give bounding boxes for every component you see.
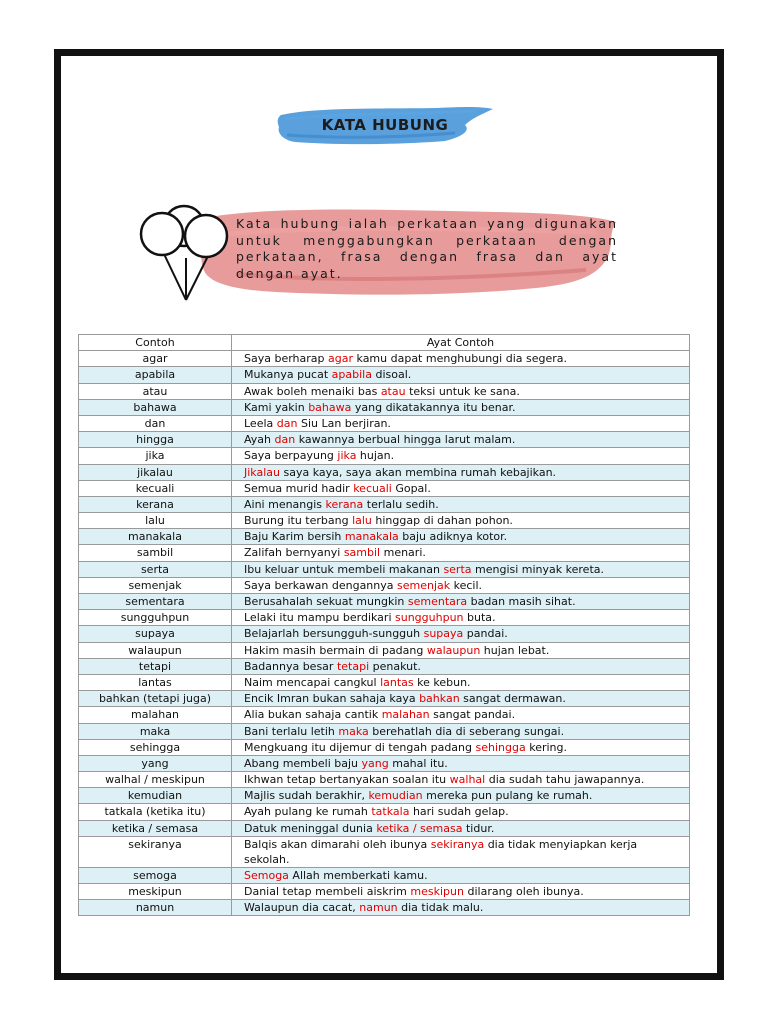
table-row: [79, 900, 690, 916]
conjunction-word: malahan: [79, 707, 232, 723]
table-row: [79, 626, 690, 642]
conjunction-word: serta: [79, 561, 232, 577]
sentence-after: buta.: [463, 611, 496, 625]
conjunction-word: kerana: [79, 496, 232, 512]
sentence-before: Walaupun dia cacat,: [244, 901, 360, 915]
table-row: [79, 399, 690, 415]
highlighted-conjunction: jika: [337, 449, 357, 463]
table-row: [79, 658, 690, 674]
conjunction-word: sehingga: [79, 739, 232, 755]
example-sentence: [232, 772, 690, 788]
highlighted-conjunction: tetapi: [336, 659, 370, 673]
example-sentence: [232, 464, 690, 480]
table-row: [79, 772, 690, 788]
example-sentence: [232, 545, 690, 561]
table-row: [79, 545, 690, 561]
highlighted-conjunction: kemudian: [368, 789, 423, 803]
highlighted-conjunction: lalu: [352, 514, 372, 528]
table-row: [79, 513, 690, 529]
highlighted-conjunction: lantas: [380, 675, 414, 689]
sentence-before: Ayah pulang ke rumah: [244, 805, 372, 819]
conjunction-word: supaya: [79, 626, 232, 642]
highlighted-conjunction: walaupun: [426, 643, 481, 657]
highlighted-conjunction: yang: [361, 756, 389, 770]
sentence-after: hujan.: [356, 449, 395, 463]
sentence-before: Ibu keluar untuk membeli makanan: [244, 562, 444, 576]
example-sentence: [232, 626, 690, 642]
sentence-after: Siu Lan berjiran.: [297, 416, 391, 430]
conjunction-word: walhal / meskipun: [79, 772, 232, 788]
highlighted-conjunction: namun: [359, 901, 398, 915]
table-row: [79, 415, 690, 431]
sentence-after: dia tidak malu.: [397, 901, 484, 915]
sentence-before: Awak boleh menaiki bas: [244, 384, 381, 398]
sentence-after: menari.: [380, 546, 426, 560]
conjunction-word: tatkala (ketika itu): [79, 804, 232, 820]
table-row: [79, 383, 690, 399]
conjunction-word: maka: [79, 723, 232, 739]
highlighted-conjunction: dan: [276, 416, 298, 430]
example-sentence: [232, 610, 690, 626]
example-sentence: [232, 658, 690, 674]
sentence-before: Belajarlah bersungguh-sungguh: [244, 627, 424, 641]
example-sentence: [232, 867, 690, 883]
sentence-before: Lelaki itu mampu berdikari: [244, 611, 395, 625]
highlighted-conjunction: Jikalau: [244, 465, 280, 479]
conjunction-word: meskipun: [79, 884, 232, 900]
sentence-after: baju adiknya kotor.: [398, 530, 508, 544]
title-banner: [275, 103, 495, 147]
sentence-before: Badannya besar: [244, 659, 337, 673]
highlighted-conjunction: kerana: [325, 497, 364, 511]
conjunction-word: sambil: [79, 545, 232, 561]
conjunction-word: apabila: [79, 367, 232, 383]
table-row: [79, 804, 690, 820]
conjunction-word: lalu: [79, 513, 232, 529]
example-sentence: [232, 723, 690, 739]
conjunction-word: ketika / semasa: [79, 820, 232, 836]
example-sentence: [232, 900, 690, 916]
sentence-after: dia sudah tahu jawapannya.: [485, 773, 645, 787]
sentence-after: berehatlah dia di seberang sungai.: [368, 724, 565, 738]
conjunction-word: manakala: [79, 529, 232, 545]
sentence-after: mereka pun pulang ke rumah.: [422, 789, 593, 803]
table-row: [79, 707, 690, 723]
highlighted-conjunction: maka: [338, 724, 369, 738]
sentence-before: Mengkuang itu dijemur di tengah padang: [244, 740, 476, 754]
highlighted-conjunction: Semoga: [244, 868, 289, 882]
sentence-after: hujan lebat.: [480, 643, 550, 657]
highlighted-conjunction: atau: [380, 384, 406, 398]
sentence-after: kawannya berbual hingga larut malam.: [295, 433, 516, 447]
conjunction-word: kecuali: [79, 480, 232, 496]
table-row: [79, 351, 690, 367]
example-sentence: [232, 577, 690, 593]
example-sentence: [232, 820, 690, 836]
conjunction-word: walaupun: [79, 642, 232, 658]
highlighted-conjunction: sambil: [343, 546, 381, 560]
table-row: [79, 464, 690, 480]
sentence-after: disoal.: [371, 368, 412, 382]
highlighted-conjunction: meskipun: [410, 885, 464, 898]
example-sentence: [232, 836, 690, 867]
sentence-before: Saya berharap: [244, 352, 329, 366]
example-sentence: [232, 480, 690, 496]
example-sentence: [232, 804, 690, 820]
highlighted-conjunction: semenjak: [397, 578, 451, 592]
sentence-after: ke kebun.: [413, 675, 471, 689]
example-sentence: [232, 884, 690, 900]
conjunction-table: [78, 334, 690, 916]
example-sentence: [232, 383, 690, 399]
table-row: [79, 820, 690, 836]
sentence-before: Semua murid hadir: [244, 481, 354, 495]
example-sentence: [232, 367, 690, 383]
table-row: [79, 755, 690, 771]
example-sentence: [232, 432, 690, 448]
sentence-before: Danial tetap membeli aiskrim: [244, 885, 411, 898]
sentence-before: Datuk meninggal dunia: [244, 821, 377, 835]
sentence-before: Naim mencapai cangkul: [244, 675, 381, 689]
table-row: [79, 529, 690, 545]
sentence-before: Ayah: [244, 433, 275, 447]
conjunction-word: sementara: [79, 594, 232, 610]
table-row: [79, 867, 690, 883]
table-row: [79, 691, 690, 707]
example-sentence: [232, 351, 690, 367]
highlighted-conjunction: ketika / semasa: [376, 821, 463, 835]
page-title: KATA HUBUNG: [321, 116, 449, 134]
table-row: [79, 642, 690, 658]
table-row: [79, 610, 690, 626]
sentence-after: badan masih sihat.: [467, 595, 576, 608]
table-row: [79, 739, 690, 755]
highlighted-conjunction: walhal: [449, 773, 486, 787]
conjunction-word: lantas: [79, 674, 232, 690]
table-row: [79, 594, 690, 610]
sentence-after: saya kaya, saya akan membina rumah kebajikan.: [280, 465, 557, 479]
conjunction-word: hingga: [79, 432, 232, 448]
sentence-before: Encik Imran bukan sahaja kaya: [244, 692, 420, 706]
example-sentence: [232, 674, 690, 690]
sentence-after: penakut.: [369, 659, 421, 673]
example-sentence: [232, 739, 690, 755]
sentence-before: Mukanya pucat: [244, 368, 332, 382]
sentence-before: Burung itu terbang: [244, 514, 353, 528]
example-sentence: [232, 448, 690, 464]
conjunction-word: semenjak: [79, 577, 232, 593]
sentence-after: terlalu sedih.: [363, 497, 439, 511]
example-sentence: [232, 788, 690, 804]
conjunction-word: semoga: [79, 867, 232, 883]
sentence-after: mengisi minyak kereta.: [471, 562, 604, 576]
example-sentence: [232, 755, 690, 771]
conjunction-word: jika: [79, 448, 232, 464]
sentence-before: Abang membeli baju: [244, 756, 362, 770]
sentence-after: sangat pandai.: [429, 708, 516, 722]
sentence-before: Leela: [244, 416, 277, 430]
highlighted-conjunction: dan: [274, 433, 296, 447]
conjunction-word: namun: [79, 900, 232, 916]
highlighted-conjunction: supaya: [423, 627, 464, 641]
highlighted-conjunction: serta: [443, 562, 472, 576]
sentence-before: Saya berpayung: [244, 449, 338, 463]
sentence-after: dilarang oleh ibunya.: [463, 885, 584, 898]
definition-box: [136, 200, 626, 305]
column-header-ayat-contoh: Ayat Contoh: [232, 335, 690, 351]
example-sentence: [232, 561, 690, 577]
table-row: [79, 432, 690, 448]
sentence-after: teksi untuk ke sana.: [405, 384, 520, 398]
highlighted-conjunction: manakala: [344, 530, 399, 544]
highlighted-conjunction: agar: [328, 352, 354, 366]
conjunction-word: yang: [79, 755, 232, 771]
example-sentence: [232, 707, 690, 723]
table-row: [79, 674, 690, 690]
sentence-after: kering.: [525, 740, 567, 754]
definition-text: Kata hubung ialah perkataan yang digunakan untuk menggabungkan perkataan dengan perkataan, frasa dengan frasa dan ayat dengan ayat.: [236, 216, 618, 281]
highlighted-conjunction: sungguhpun: [395, 611, 464, 625]
highlighted-conjunction: apabila: [331, 368, 372, 382]
sentence-after: hari sudah gelap.: [409, 805, 509, 819]
table-row: [79, 496, 690, 512]
table-row: [79, 367, 690, 383]
conjunction-word: sungguhpun: [79, 610, 232, 626]
table-row: [79, 836, 690, 867]
table-row: [79, 723, 690, 739]
table-row: [79, 448, 690, 464]
highlighted-conjunction: sementara: [407, 595, 468, 608]
table-row: [79, 480, 690, 496]
example-sentence: [232, 496, 690, 512]
sentence-before: Ikhwan tetap bertanyakan soalan itu: [244, 773, 450, 787]
example-sentence: [232, 513, 690, 529]
example-sentence: [232, 529, 690, 545]
highlighted-conjunction: sekiranya: [430, 837, 485, 851]
highlighted-conjunction: bahawa: [308, 400, 352, 414]
conjunction-word: atau: [79, 383, 232, 399]
sentence-before: Bani terlalu letih: [244, 724, 339, 738]
table-row: [79, 788, 690, 804]
sentence-before: Hakim masih bermain di padang: [244, 643, 427, 657]
sentence-after: yang dikatakannya itu benar.: [351, 400, 516, 414]
sentence-after: kecil.: [450, 578, 483, 592]
table-row: [79, 561, 690, 577]
sentence-after: Gopal.: [391, 481, 431, 495]
conjunction-word: bahkan (tetapi juga): [79, 691, 232, 707]
sentence-before: Kami yakin: [244, 400, 309, 414]
highlighted-conjunction: sehingga: [475, 740, 526, 754]
sentence-after: Allah memberkati kamu.: [288, 868, 428, 882]
highlighted-conjunction: malahan: [381, 708, 430, 722]
conjunction-word: kemudian: [79, 788, 232, 804]
sentence-before: Zalifah bernyanyi: [244, 546, 344, 560]
balloons-icon: [136, 200, 236, 305]
column-header-contoh: Contoh: [79, 335, 232, 351]
highlighted-conjunction: bahkan: [419, 692, 460, 706]
conjunction-word: dan: [79, 415, 232, 431]
sentence-after: pandai.: [463, 627, 508, 641]
table-row: [79, 577, 690, 593]
example-sentence: [232, 415, 690, 431]
sentence-before: Berusahalah sekuat mungkin: [244, 595, 408, 608]
example-sentence: [232, 642, 690, 658]
conjunction-word: sekiranya: [79, 836, 232, 867]
sentence-before: Baju Karim bersih: [244, 530, 345, 544]
sentence-after: sangat dermawan.: [459, 692, 566, 706]
conjunction-word: jikalau: [79, 464, 232, 480]
sentence-after: hinggap di dahan pohon.: [371, 514, 513, 528]
example-sentence: [232, 594, 690, 610]
sentence-after: mahal itu.: [388, 756, 448, 770]
conjunction-word: bahawa: [79, 399, 232, 415]
sentence-before: Majlis sudah berakhir,: [244, 789, 369, 803]
example-sentence: [232, 399, 690, 415]
sentence-before: Alia bukan sahaja cantik: [244, 708, 382, 722]
highlighted-conjunction: tatkala: [371, 805, 410, 819]
sentence-after: tidur.: [462, 821, 495, 835]
conjunction-word: tetapi: [79, 658, 232, 674]
sentence-before: Aini menangis: [244, 497, 326, 511]
conjunction-word: agar: [79, 351, 232, 367]
sentence-before: Balqis akan dimarahi oleh ibunya: [244, 837, 431, 851]
sentence-before: Saya berkawan dengannya: [244, 578, 398, 592]
example-sentence: [232, 691, 690, 707]
table-row: [79, 884, 690, 900]
sentence-after: dia tidak menyiapkan kerja sekolah.: [244, 837, 638, 866]
highlighted-conjunction: kecuali: [353, 481, 392, 495]
sentence-after: kamu dapat menghubungi dia segera.: [353, 352, 567, 366]
